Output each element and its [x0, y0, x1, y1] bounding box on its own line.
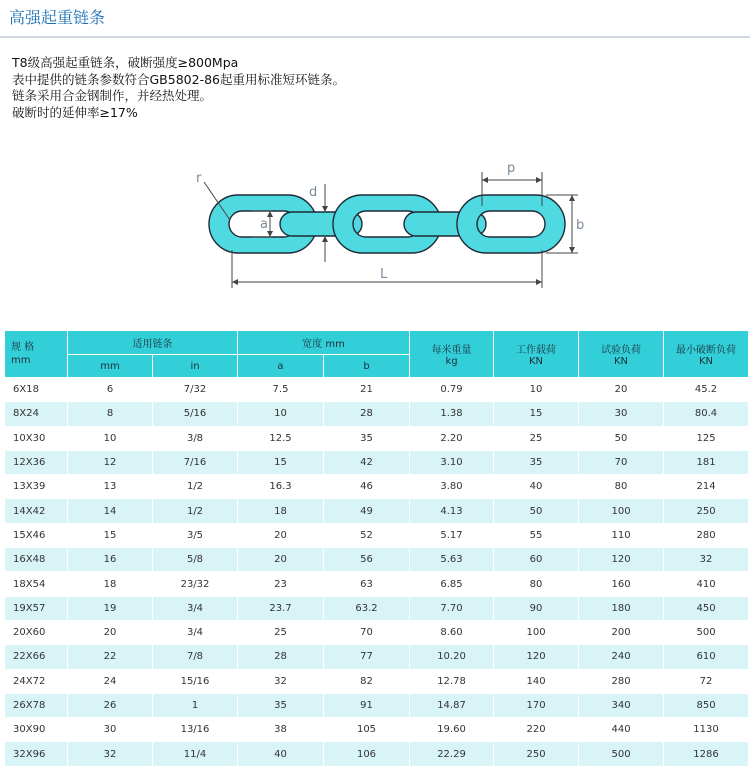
table-cell: 19X57 [5, 596, 68, 620]
table-cell: 19.60 [410, 718, 494, 742]
table-cell: 24 [68, 669, 153, 693]
table-cell: 3.10 [410, 450, 494, 474]
table-cell: 16.3 [238, 475, 324, 499]
table-cell: 3.80 [410, 475, 494, 499]
table-cell: 30X90 [5, 718, 68, 742]
table-cell: 12.5 [238, 426, 324, 450]
table-row [5, 669, 749, 693]
table-cell: 40 [238, 742, 324, 766]
table-cell: 8 [68, 402, 153, 426]
table-cell: 18 [238, 499, 324, 523]
table-body [5, 378, 749, 767]
table-cell: 15 [238, 450, 324, 474]
table-row [5, 572, 749, 596]
table-cell: 10X30 [5, 426, 68, 450]
header-weight-label: 每米重量 [431, 345, 472, 356]
table-cell: 5/8 [153, 548, 238, 572]
table-cell: 0.79 [410, 378, 494, 402]
table-cell: 14.87 [410, 693, 494, 717]
table-cell: 15 [68, 523, 153, 547]
table-cell: 32 [68, 742, 153, 766]
table-cell: 200 [579, 620, 664, 644]
label-r: r [196, 171, 202, 186]
header-test [579, 331, 664, 378]
table-cell: 120 [579, 548, 664, 572]
table-cell: 18X54 [5, 572, 68, 596]
table-cell: 13X39 [5, 475, 68, 499]
table-cell: 22.29 [410, 742, 494, 766]
header-test-label: 试验负荷 [601, 345, 642, 356]
table-cell: 25 [238, 620, 324, 644]
header-spec-label: 规 格 [11, 342, 35, 353]
header-break-label: 最小破断负荷 [676, 345, 737, 356]
table-cell: 45.2 [664, 378, 749, 402]
table-cell: 6X18 [5, 378, 68, 402]
label-d: d [309, 185, 318, 200]
table-cell: 70 [579, 450, 664, 474]
table-cell: 80.4 [664, 402, 749, 426]
table-cell: 7/8 [153, 645, 238, 669]
table-cell: 50 [579, 426, 664, 450]
table-cell: 30 [579, 402, 664, 426]
header-break [664, 331, 749, 378]
table-cell: 5.63 [410, 548, 494, 572]
table-cell: 23.7 [238, 596, 324, 620]
page-title: 高强起重链条 [9, 8, 106, 27]
chain-diagram [180, 150, 600, 290]
table-cell: 450 [664, 596, 749, 620]
table-cell: 214 [664, 475, 749, 499]
table-cell: 13 [68, 475, 153, 499]
table-row [5, 426, 749, 450]
header-width-a: a [238, 355, 324, 378]
table-cell: 55 [494, 523, 579, 547]
table-cell: 12 [68, 450, 153, 474]
table-row [5, 596, 749, 620]
table-row [5, 548, 749, 572]
label-L: L [380, 267, 388, 282]
table-cell: 1130 [664, 718, 749, 742]
table-cell: 220 [494, 718, 579, 742]
table-cell: 440 [579, 718, 664, 742]
header-load-label: 工作载荷 [516, 345, 557, 356]
table-cell: 1286 [664, 742, 749, 766]
table-cell: 850 [664, 693, 749, 717]
table-cell: 3/4 [153, 596, 238, 620]
table-cell: 170 [494, 693, 579, 717]
header-weight-unit: kg [445, 356, 458, 367]
table-cell: 49 [324, 499, 410, 523]
header-test-unit: KN [613, 356, 629, 367]
table-cell: 50 [494, 499, 579, 523]
table-cell: 23/32 [153, 572, 238, 596]
table-cell: 10 [494, 378, 579, 402]
header-chain-in: in [153, 355, 238, 378]
table-cell: 11/4 [153, 742, 238, 766]
table-cell: 8.60 [410, 620, 494, 644]
table-cell: 7.70 [410, 596, 494, 620]
table-cell: 500 [664, 620, 749, 644]
chain-spec-table [4, 330, 748, 767]
description-line: T8级高强起重链条，破断强度≥800Mpa [12, 55, 239, 70]
table-cell: 7/16 [153, 450, 238, 474]
table-cell: 106 [324, 742, 410, 766]
chain-link [457, 195, 565, 253]
table-cell: 2.20 [410, 426, 494, 450]
table-cell: 60 [494, 548, 579, 572]
table-cell: 110 [579, 523, 664, 547]
table-cell: 16 [68, 548, 153, 572]
table-cell: 22 [68, 645, 153, 669]
table-cell: 63.2 [324, 596, 410, 620]
table-cell: 100 [579, 499, 664, 523]
table-cell: 24X72 [5, 669, 68, 693]
table-row [5, 645, 749, 669]
table-cell: 23 [238, 572, 324, 596]
table-cell: 10.20 [410, 645, 494, 669]
table-cell: 100 [494, 620, 579, 644]
table-cell: 56 [324, 548, 410, 572]
table-cell: 105 [324, 718, 410, 742]
table-cell: 35 [238, 693, 324, 717]
table-cell: 35 [324, 426, 410, 450]
table-cell: 72 [664, 669, 749, 693]
header-break-unit: KN [698, 356, 714, 367]
table-row [5, 450, 749, 474]
table-cell: 52 [324, 523, 410, 547]
header-load [494, 331, 579, 378]
table-cell: 8X24 [5, 402, 68, 426]
table-cell: 6 [68, 378, 153, 402]
table-cell: 1/2 [153, 475, 238, 499]
table-cell: 280 [664, 523, 749, 547]
table-cell: 14X42 [5, 499, 68, 523]
table-cell: 280 [579, 669, 664, 693]
table-row [5, 523, 749, 547]
table-cell: 7/32 [153, 378, 238, 402]
table-cell: 610 [664, 645, 749, 669]
table-cell: 20X60 [5, 620, 68, 644]
table-cell: 10 [238, 402, 324, 426]
table-cell: 125 [664, 426, 749, 450]
table-cell: 3/4 [153, 620, 238, 644]
table-cell: 20 [579, 378, 664, 402]
header-chain-mm: mm [68, 355, 153, 378]
header-spec-unit: mm [11, 355, 31, 366]
table-cell: 26 [68, 693, 153, 717]
table-cell: 15 [494, 402, 579, 426]
header-weight [410, 331, 494, 378]
header-chain: 适用链条 [68, 331, 238, 355]
table-cell: 4.13 [410, 499, 494, 523]
table-cell: 32 [664, 548, 749, 572]
table-cell: 3/5 [153, 523, 238, 547]
table-cell: 35 [494, 450, 579, 474]
table-cell: 32 [238, 669, 324, 693]
table-cell: 91 [324, 693, 410, 717]
table-cell: 20 [238, 548, 324, 572]
table-cell: 90 [494, 596, 579, 620]
table-row [5, 693, 749, 717]
header-spec [5, 331, 68, 378]
table-cell: 19 [68, 596, 153, 620]
table-cell: 42 [324, 450, 410, 474]
table-cell: 7.5 [238, 378, 324, 402]
table-cell: 10 [68, 426, 153, 450]
table-cell: 1.38 [410, 402, 494, 426]
table-cell: 140 [494, 669, 579, 693]
table-cell: 22X66 [5, 645, 68, 669]
table-cell: 14 [68, 499, 153, 523]
table-cell: 20 [238, 523, 324, 547]
table-cell: 12.78 [410, 669, 494, 693]
table-row [5, 402, 749, 426]
table-cell: 21 [324, 378, 410, 402]
description-line: 表中提供的链条参数符合GB5802-86起重用标准短环链条。 [12, 71, 345, 87]
table-cell: 25 [494, 426, 579, 450]
table-cell: 80 [494, 572, 579, 596]
table-cell: 1/2 [153, 499, 238, 523]
description-block [12, 55, 345, 121]
description-line: 链条采用合金钢制作，并经热处理。 [12, 88, 213, 103]
table-cell: 70 [324, 620, 410, 644]
table-row [5, 475, 749, 499]
table-cell: 3/8 [153, 426, 238, 450]
table-cell: 1 [153, 693, 238, 717]
table-row [5, 378, 749, 402]
table-cell: 180 [579, 596, 664, 620]
table-cell: 26X78 [5, 693, 68, 717]
table-cell: 6.85 [410, 572, 494, 596]
table-row [5, 718, 749, 742]
table-cell: 30 [68, 718, 153, 742]
label-p: p [507, 161, 516, 176]
table-row [5, 620, 749, 644]
table-cell: 410 [664, 572, 749, 596]
table-cell: 15X46 [5, 523, 68, 547]
table-cell: 5.17 [410, 523, 494, 547]
table-cell: 181 [664, 450, 749, 474]
table-cell: 18 [68, 572, 153, 596]
description-line: 破断时的延伸率≥17% [12, 104, 138, 120]
table-cell: 63 [324, 572, 410, 596]
table-cell: 32X96 [5, 742, 68, 766]
header-load-unit: KN [528, 356, 544, 367]
table-cell: 120 [494, 645, 579, 669]
table-cell: 5/16 [153, 402, 238, 426]
table-cell: 250 [664, 499, 749, 523]
label-b: b [576, 218, 585, 233]
label-a: a [260, 217, 268, 232]
table-cell: 160 [579, 572, 664, 596]
table-row [5, 499, 749, 523]
table-cell: 20 [68, 620, 153, 644]
header-width: 宽度 mm [238, 331, 410, 355]
table-cell: 13/16 [153, 718, 238, 742]
table-cell: 250 [494, 742, 579, 766]
table-cell: 38 [238, 718, 324, 742]
table-cell: 40 [494, 475, 579, 499]
table-cell: 340 [579, 693, 664, 717]
table-cell: 28 [324, 402, 410, 426]
table-cell: 15/16 [153, 669, 238, 693]
table-cell: 82 [324, 669, 410, 693]
table-cell: 80 [579, 475, 664, 499]
title-divider [0, 36, 750, 38]
header-width-b: b [324, 355, 410, 378]
table-cell: 16X48 [5, 548, 68, 572]
table-cell: 12X36 [5, 450, 68, 474]
table-cell: 28 [238, 645, 324, 669]
table-cell: 46 [324, 475, 410, 499]
table-cell: 240 [579, 645, 664, 669]
table-cell: 77 [324, 645, 410, 669]
table-cell: 500 [579, 742, 664, 766]
